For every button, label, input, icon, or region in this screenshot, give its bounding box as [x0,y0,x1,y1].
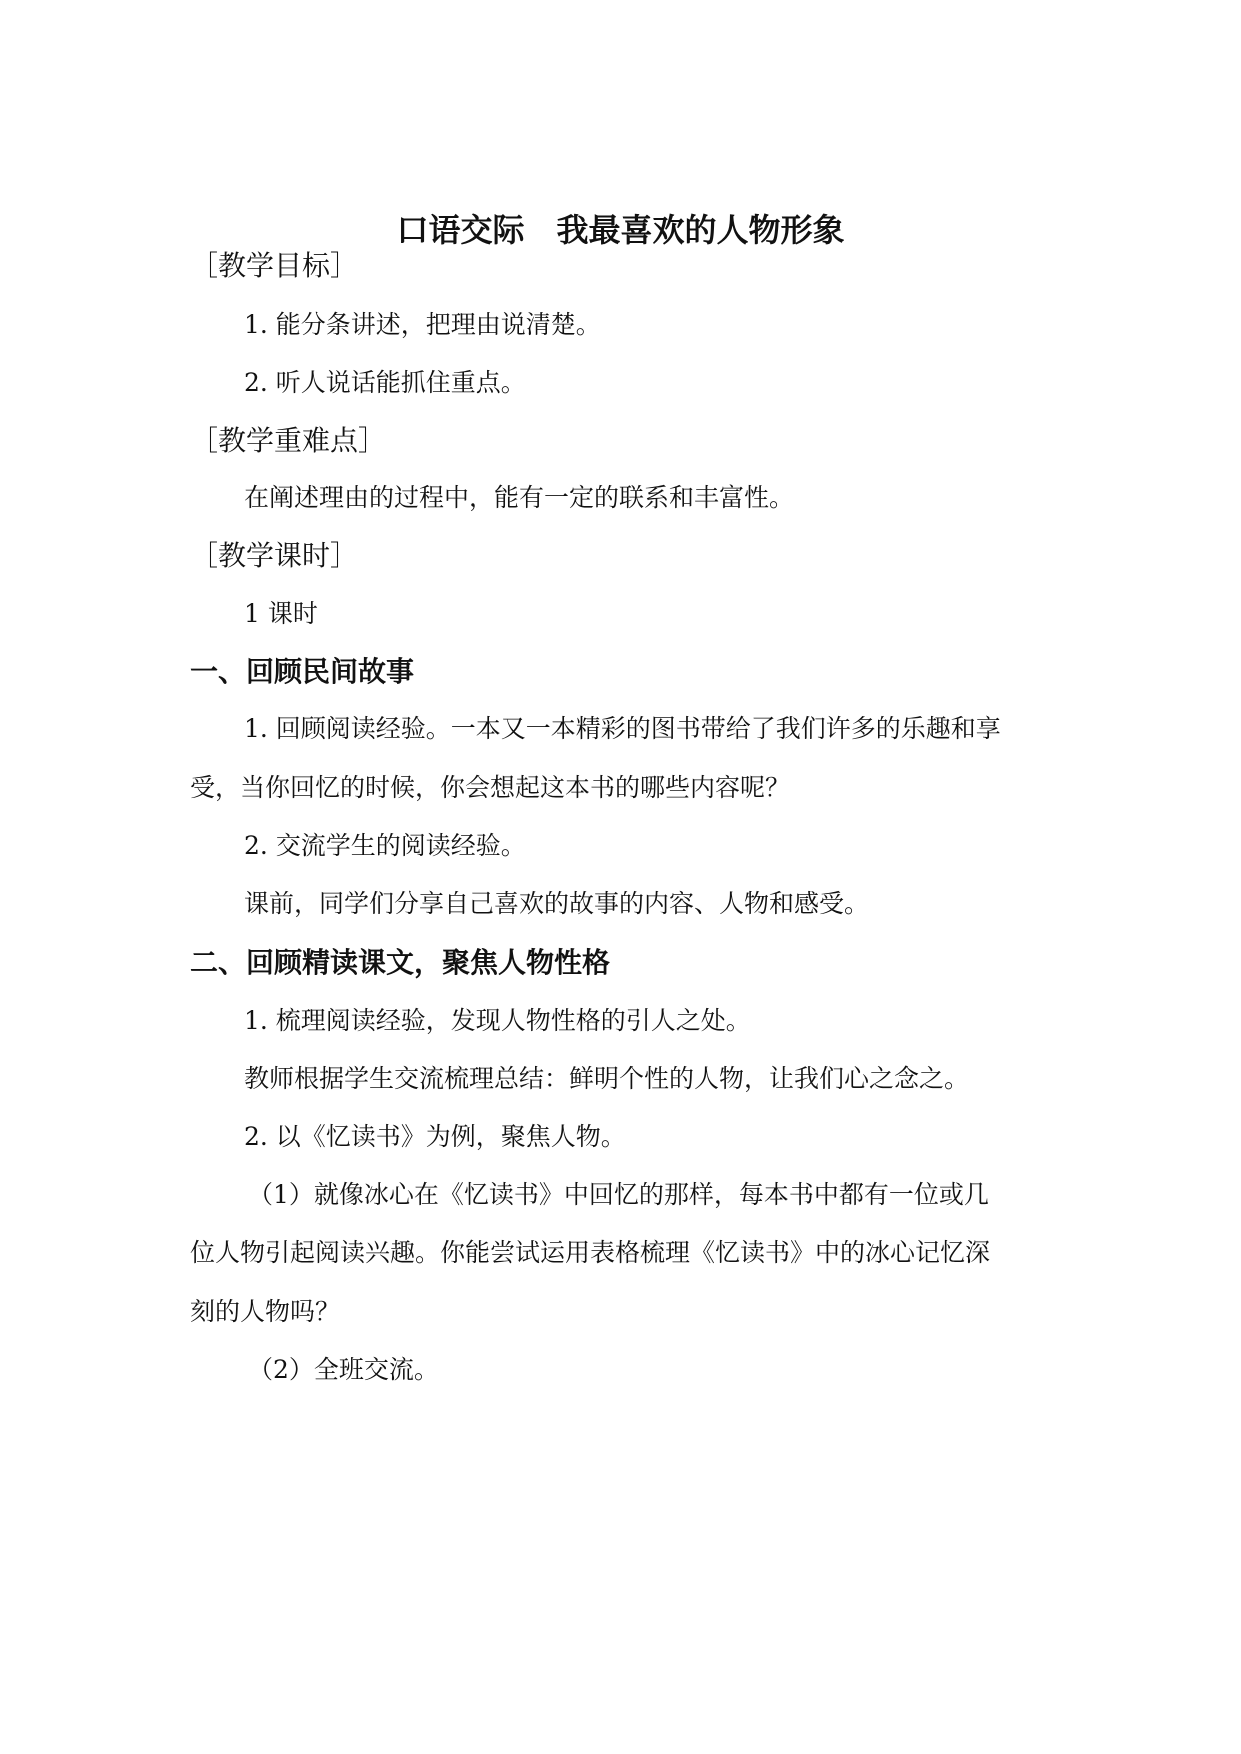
part-two-item-1-text: 教师根据学生交流梳理总结：鲜明个性的人物，让我们心之念之。 [244,1064,970,1093]
part-one-item-2: 2. 交流学生的阅读经验。 [244,831,526,860]
part-one-item-1-line-2: 受，当你回忆的时候，你会想起这本书的哪些内容呢？ [190,773,791,802]
period-header: ［教学课时］ [190,539,359,572]
difficulty-header: ［教学重难点］ [190,424,387,457]
part-two-sub-2: （2）全班交流。 [248,1355,439,1384]
part-two-item-2: 2. 以《忆读书》为例，聚焦人物。 [244,1122,626,1151]
part-two-sub-1-line-2: 位人物引起阅读兴趣。你能尝试运用表格梳理《忆读书》中的冰心记忆深 [190,1238,991,1267]
goal-item-2: 2. 听人说话能抓住重点。 [244,368,526,397]
difficulty-text: 在阐述理由的过程中，能有一定的联系和丰富性。 [244,483,795,512]
part-one-item-1-line-1: 1. 回顾阅读经验。一本又一本精彩的图书带给了我们许多的乐趣和享 [244,714,1001,743]
goal-item-1: 1. 能分条讲述，把理由说清楚。 [244,310,601,339]
part-two-sub-1-line-1: （1）就像冰心在《忆读书》中回忆的那样，每本书中都有一位或几 [248,1180,989,1209]
goals-header: ［教学目标］ [190,249,359,282]
part-one-heading: 一、回顾民间故事 [190,655,415,688]
part-two-heading: 二、回顾精读课文，聚焦人物性格 [190,946,611,979]
part-two-item-1: 1. 梳理阅读经验，发现人物性格的引人之处。 [244,1006,751,1035]
period-text: 1 课时 [244,599,318,628]
part-one-item-2-text: 课前，同学们分享自己喜欢的故事的内容、人物和感受。 [244,889,870,918]
page-title: 口语交际 我最喜欢的人物形象 [396,211,845,249]
part-two-sub-1-line-3: 刻的人物吗？ [190,1297,341,1326]
